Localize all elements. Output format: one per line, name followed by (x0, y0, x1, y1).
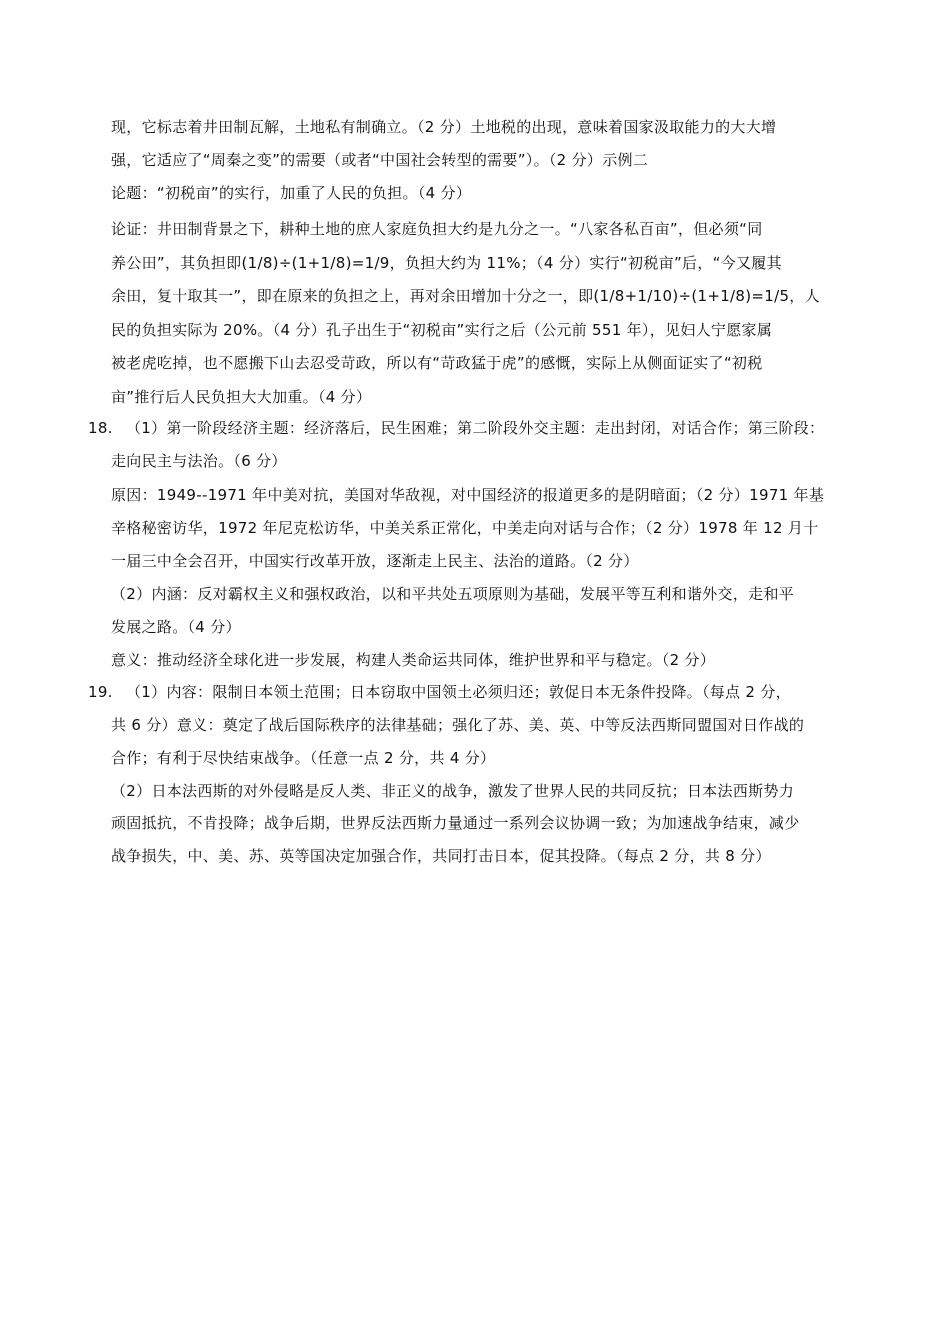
question-number-19: 19. (88, 683, 113, 701)
answer-line: 亩”推行后人民负担大大加重。（4 分） (111, 388, 372, 406)
answer-line: 原因：1949--1971 年中美对抗，美国对华敌视，对中国经济的报道更多的是阴暗面；（2 分）1971 年基 (111, 486, 825, 504)
answer-line: 合作；有利于尽快结束战争。（任意一点 2 分，共 4 分） (111, 749, 496, 767)
answer-line: （2）内涵：反对霸权主义和强权政治，以和平共处五项原则为基础，发展平等互利和谐外交，走和平 (111, 585, 795, 603)
answer-line: 民的负担实际为 20%。（4 分）孔子出生于“初税亩”实行之后（公元前 551 年），见妇人宁愿家属 (111, 321, 773, 339)
answer-line: 养公田”，其负担即(1/8)÷(1+1/8)=1/9，负担大约为 11%；（4 分）实行“初税亩”后，“今又履其 (111, 254, 782, 272)
answer-line: 辛格秘密访华，1972 年尼克松访华，中美关系正常化，中美走向对话与合作；（2 分）1978 年 12 月十 (111, 519, 819, 537)
answer-line: 论证：井田制背景之下，耕种土地的庶人家庭负担大约是九分之一。“八家各私百亩”，但必须“同 (111, 220, 763, 238)
question-number-18: 18. (88, 419, 113, 437)
answer-line: 余田，复十取其一”，即在原来的负担之上，再对余田增加十分之一，即(1/8+1/10)÷(1+1/8)=1/5，人 (111, 287, 820, 305)
answer-line: 走向民主与法治。（6 分） (111, 452, 287, 470)
answer-line: （2）日本法西斯的对外侵略是反人类、非正义的战争，激发了世界人民的共同反抗；日本法西斯势力 (111, 782, 795, 800)
answer-line: 被老虎吃掉，也不愿搬下山去忍受苛政，所以有“苛政猛于虎”的感慨，实际上从侧面证实了“初税 (111, 354, 763, 372)
answer-line: 共 6 分）意义：奠定了战后国际秩序的法律基础；强化了苏、美、英、中等反法西斯同盟国对日作战的 (111, 716, 805, 734)
answer-line: 战争损失，中、美、苏、英等国决定加强合作，共同打击日本，促其投降。（每点 2 分，共 8 分） (111, 847, 771, 865)
answer-line: 现，它标志着井田制瓦解，土地私有制确立。（2 分）土地税的出现，意味着国家汲取能力的大大增 (111, 118, 777, 136)
answer-line: 发展之路。（4 分） (111, 618, 241, 636)
answer-line: （1）内容：限制日本领土范围；日本窃取中国领土必须归还；敦促日本无条件投降。（每点 2 分， (126, 683, 791, 701)
answer-line: 顽固抵抗，不肯投降；战争后期，世界反法西斯力量通过一系列会议协调一致；为加速战争结束，减少 (111, 814, 800, 832)
answer-line: 意义：推动经济全球化进一步发展，构建人类命运共同体，维护世界和平与稳定。（2 分） (111, 651, 716, 669)
answer-line: （1）第一阶段经济主题：经济落后，民生困难；第二阶段外交主题：走出封闭，对话合作；第三阶段： (126, 419, 825, 437)
answer-line: 论题：“初税亩”的实行，加重了人民的负担。（4 分） (111, 184, 472, 202)
answer-line: 一届三中全会召开，中国实行改革开放，逐渐走上民主、法治的道路。（2 分） (111, 552, 639, 570)
answer-line: 强，它适应了“周秦之变”的需要（或者“中国社会转型的需要”）。（2 分）示例二 (111, 151, 649, 169)
